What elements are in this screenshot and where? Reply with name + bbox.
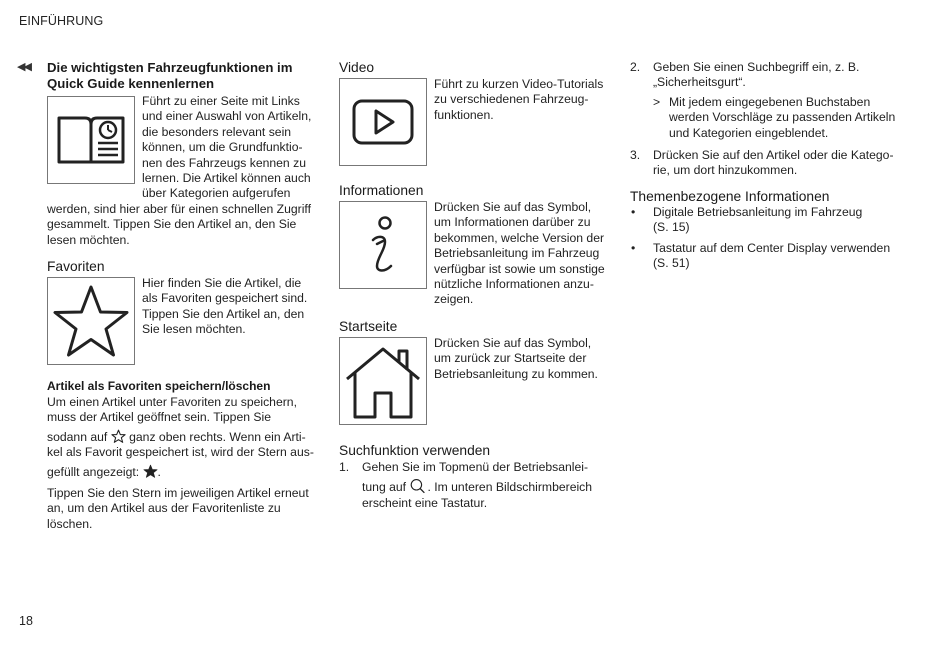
magnifier-icon	[409, 478, 427, 494]
star-filled-icon	[143, 464, 158, 479]
info-text: Drücken Sie auf das Symbol, um Informationen darüber zu bekommen, welche Version der Betriebsanleitung im Fahrzeug verfügbar ist sowie um sonstige nützliche Informationen anzu- zeigen.	[434, 200, 605, 307]
related-bullet-1: •	[631, 205, 636, 219]
step-2-text: Geben Sie einen Suchbegriff ein, z. B. „Sicherheitsgurt“.	[653, 60, 860, 90]
step-2-result-marker: >	[653, 95, 661, 109]
step-3-number: 3.	[630, 148, 641, 162]
step-3-text: Drücken Sie auf den Artikel oder die Katego- rie, um dort hinzukommen.	[653, 148, 894, 178]
quickguide-text-full: werden, sind hier aber für einen schnellen Zugriff gesammelt. Tippen Sie den Artikel an, den Sie lesen möchten.	[47, 202, 311, 247]
info-heading: Informationen	[339, 183, 424, 198]
related-heading: Themenbezogene Informationen	[630, 189, 830, 204]
play-button-icon	[339, 78, 427, 166]
information-icon	[339, 201, 427, 289]
step-2-number: 2.	[630, 60, 641, 74]
save-favorites-text: Um einen Artikel unter Favoriten zu speichern, muss der Artikel geöffnet sein. Tippen Sie sodann auf ganz oben rechts. Wenn ein Arti- kel als Favorit gespeichert ist, wird der Stern aus- gefüllt angezeigt: .	[47, 395, 314, 479]
page-number: 18	[19, 614, 33, 628]
related-link-2[interactable]: Tastatur auf dem Center Display verwenden (S. 51)	[653, 241, 891, 271]
home-heading: Startseite	[339, 319, 398, 334]
step-1-text: Gehen Sie im Topmenü der Betriebsanlei- tung auf . Im unteren Bildschirmbereich erscheint eine Tastatur.	[362, 460, 593, 510]
step-2-result-text: Mit jedem eingegebenen Buchstaben werden Vorschläge zu passenden Artikeln und Kategorien eingeblendet.	[669, 95, 896, 140]
step-1-number: 1.	[339, 460, 350, 474]
star-outline-small-icon	[111, 429, 126, 444]
quickguide-title: Die wichtigsten Fahrzeugfunktionen im Quick Guide kennenlernen	[47, 60, 293, 91]
search-heading: Suchfunktion verwenden	[339, 443, 491, 458]
favorites-text: Hier finden Sie die Artikel, die als Favoriten gespeichert sind. Tippen Sie den Artikel an, den Sie lesen möchten.	[142, 276, 308, 337]
related-link-1[interactable]: Digitale Betriebsanleitung im Fahrzeug (S. 15)	[653, 205, 863, 235]
video-heading: Video	[339, 60, 375, 75]
quickguide-text-wrap: Führt zu einer Seite mit Links und einer Auswahl von Artikeln, die besonders relevant sein können, um die Grundfunktio- nen des Fahrzeugs kennen zu lernen. Die Artikel können auch über Kategorien aufgerufen	[142, 94, 312, 201]
double-left-arrow-icon: ◀◀	[17, 61, 30, 73]
video-text: Führt zu kurzen Video-Tutorials zu verschiedenen Fahrzeug- funktionen.	[434, 77, 604, 122]
section-header: EINFÜHRUNG	[19, 14, 104, 28]
remove-favorites-text: Tippen Sie den Stern im jeweiligen Artikel erneut an, um den Artikel aus der Favoritenliste zu löschen.	[47, 486, 309, 531]
book-with-clock-icon	[47, 96, 135, 184]
home-text: Drücken Sie auf das Symbol, um zurück zur Startseite der Betriebsanleitung zu kommen.	[434, 336, 598, 381]
related-bullet-2: •	[631, 241, 636, 255]
favorites-heading: Favoriten	[47, 259, 105, 274]
save-favorites-heading: Artikel als Favoriten speichern/löschen	[47, 379, 271, 393]
star-outline-icon	[47, 277, 135, 365]
house-icon	[339, 337, 427, 425]
